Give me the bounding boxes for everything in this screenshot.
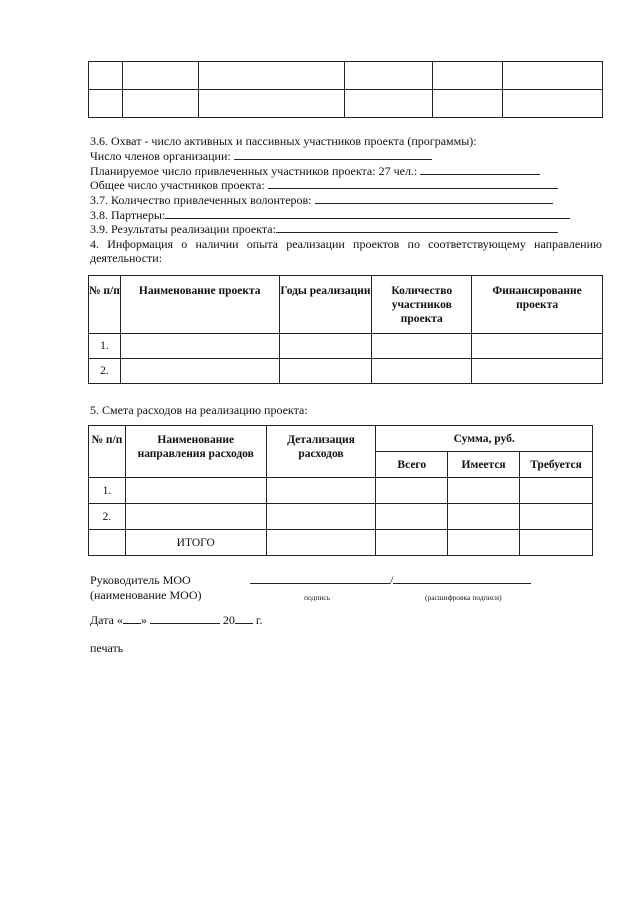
volunteers-line: 3.7. Количество привлеченных волонтеров: [90, 193, 553, 207]
table-cell[interactable] [432, 62, 502, 90]
table-cell[interactable] [520, 530, 593, 556]
planned-field[interactable] [420, 164, 540, 175]
table-cell[interactable] [198, 90, 344, 118]
signature-decode-field[interactable] [393, 573, 531, 584]
col-header-project-name: Наименование проекта [120, 276, 279, 334]
top-continuation-table [88, 61, 603, 118]
row-number: 1. [89, 334, 121, 359]
budget-heading: 5. Смета расходов на реализацию проекта: [90, 403, 308, 417]
col-header-sum: Сумма, руб. [376, 426, 593, 452]
date-line: Дата « » 20 г. [90, 613, 263, 627]
table-cell[interactable] [266, 530, 376, 556]
planned-line: Планируемое число привлеченных участников проекта: 27 чел.: [90, 164, 540, 178]
table-cell[interactable] [503, 90, 603, 118]
table-row-total [89, 530, 593, 556]
signature-separator: / [390, 573, 394, 587]
manager-title: Руководитель МОО [90, 573, 191, 587]
table-cell[interactable] [345, 62, 433, 90]
table-cell[interactable] [279, 334, 372, 359]
table-cell[interactable] [448, 504, 520, 530]
coverage-line: 3.6. Охват - число активных и пассивных участников проекта (программы): [90, 134, 477, 148]
table-cell[interactable] [376, 530, 448, 556]
row-number: 1. [89, 478, 126, 504]
table-cell[interactable] [89, 90, 123, 118]
experience-heading-cont: деятельности: [90, 251, 163, 265]
table-cell[interactable] [122, 62, 198, 90]
col-header-expense-direction: Наименование направления расходов [125, 426, 266, 478]
partners-field[interactable] [165, 208, 570, 219]
col-header-required: Требуется [520, 452, 593, 478]
table-cell[interactable] [122, 90, 198, 118]
stamp-label: печать [90, 641, 124, 655]
total-field[interactable] [268, 178, 558, 189]
table-cell[interactable] [120, 359, 279, 384]
col-header-years: Годы реализации [279, 276, 372, 334]
signature-caption: подпись [304, 593, 331, 602]
table-row [89, 334, 603, 359]
table-cell[interactable] [266, 504, 376, 530]
col-header-number: № п/п [89, 276, 121, 334]
total-line: Общее число участников проекта: [90, 178, 558, 192]
col-header-details: Детализация расходов [266, 426, 376, 478]
table-row [89, 504, 593, 530]
table-cell[interactable] [266, 478, 376, 504]
organization-caption: (наименование МОО) [90, 588, 202, 602]
col-header-financing: Финансирование проекта [472, 276, 603, 334]
table-cell[interactable] [503, 62, 603, 90]
table-row [89, 359, 603, 384]
members-field[interactable] [234, 149, 432, 160]
row-number: 2. [89, 504, 126, 530]
table-cell [89, 530, 126, 556]
table-cell[interactable] [472, 334, 603, 359]
signature-decode-caption: (расшифровка подписи) [425, 593, 502, 602]
signature-fields [250, 573, 531, 587]
table-cell[interactable] [198, 62, 344, 90]
experience-heading: 4. Информация о наличии опыта реализации проектов по соответствующему направлению [90, 237, 602, 251]
signature-field[interactable] [250, 573, 390, 584]
date-month-field[interactable] [150, 613, 220, 624]
date-day-field[interactable] [123, 613, 141, 624]
partners-line: 3.8. Партнеры: [90, 208, 570, 222]
col-header-total: Всего [376, 452, 448, 478]
table-cell[interactable] [120, 334, 279, 359]
col-header-available: Имеется [448, 452, 520, 478]
table-cell[interactable] [345, 90, 433, 118]
table-cell[interactable] [520, 478, 593, 504]
total-label: ИТОГО [125, 530, 266, 556]
results-field[interactable] [276, 222, 558, 233]
members-line: Число членов организации: [90, 149, 432, 163]
table-cell[interactable] [472, 359, 603, 384]
col-header-participants: Количество участников проекта [372, 276, 472, 334]
date-year-field[interactable] [235, 613, 253, 624]
table-cell[interactable] [125, 504, 266, 530]
table-cell[interactable] [376, 504, 448, 530]
table-cell[interactable] [520, 504, 593, 530]
table-cell[interactable] [125, 478, 266, 504]
table-cell[interactable] [89, 62, 123, 90]
table-row [89, 478, 593, 504]
table-cell[interactable] [432, 90, 502, 118]
table-cell[interactable] [372, 334, 472, 359]
results-line: 3.9. Результаты реализации проекта: [90, 222, 558, 236]
col-header-number: № п/п [89, 426, 126, 478]
table-cell[interactable] [376, 478, 448, 504]
experience-table [88, 275, 603, 384]
volunteers-field[interactable] [315, 193, 553, 204]
row-number: 2. [89, 359, 121, 384]
table-cell[interactable] [448, 530, 520, 556]
table-cell[interactable] [279, 359, 372, 384]
table-cell[interactable] [372, 359, 472, 384]
budget-table [88, 425, 593, 556]
table-cell[interactable] [448, 478, 520, 504]
